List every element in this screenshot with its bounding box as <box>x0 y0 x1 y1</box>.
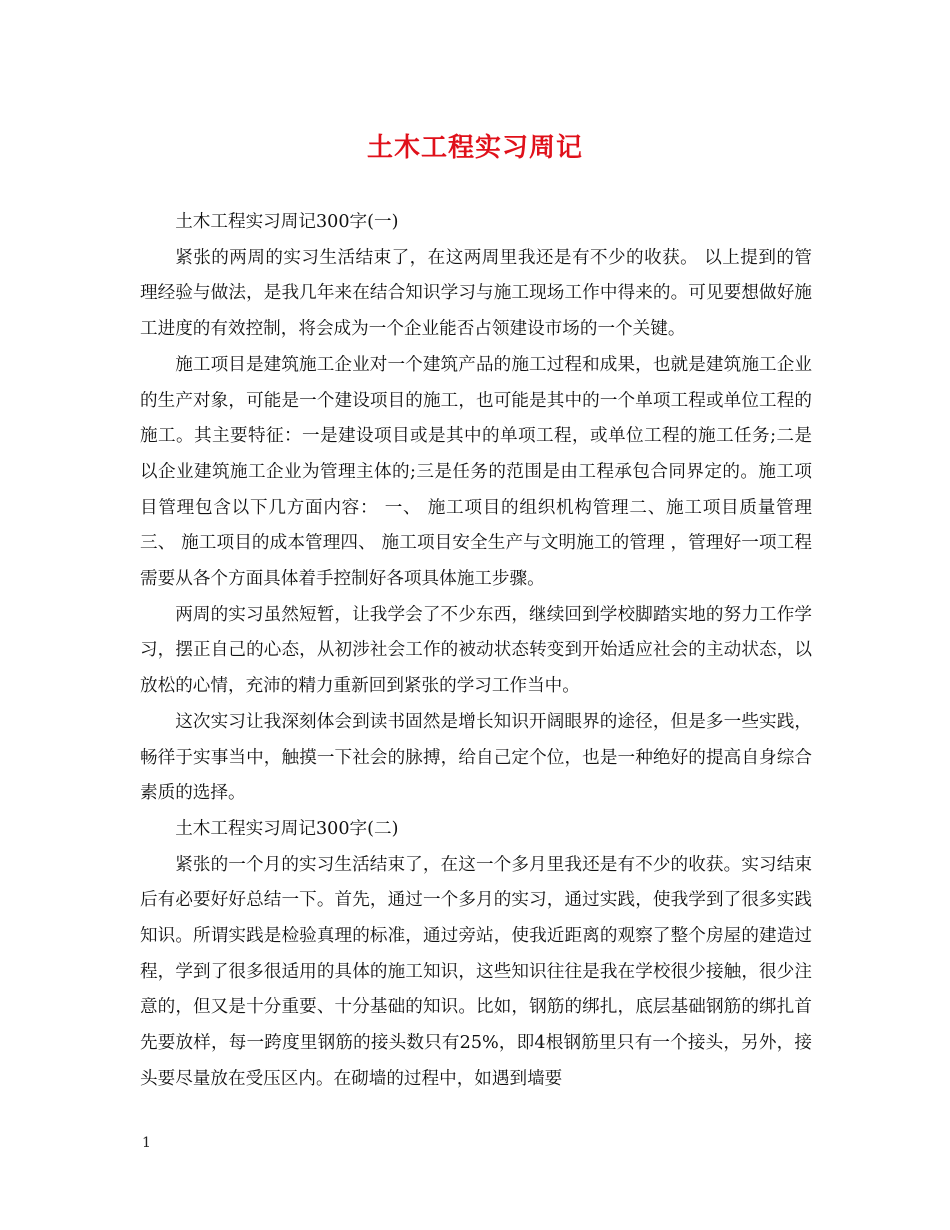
section-heading-two: 土木工程实习周记300字(二) <box>175 818 399 839</box>
paragraph: 这次实习让我深刻体会到读书固然是增长知识开阔眼界的途径，但是多一些实践，畅徉于实事当中，触摸一下社会的脉搏，给自己定个位，也是一种绝好的提高自身综合素质的选择。 <box>140 711 812 804</box>
paragraph: 两周的实习虽然短暂，让我学会了不少东西，继续回到学校脚踏实地的努力工作学习，摆正自己的心态，从初涉社会工作的被动状态转变到开始适应社会的主动状态，以放松的心情，充沛的精力重新回到紧张的学习工作当中。 <box>140 604 812 697</box>
paragraph: 紧张的一个月的实习生活结束了，在这一个多月里我还是有不少的收获。实习结束后有必要好好总结一下。首先，通过一个多月的实习，通过实践，使我学到了很多实践知识。所谓实践是检验真理的标准，通过旁站，使我近距离的观察了整个房屋的建造过程，学到了很多很适用的具体的施工知识，这些知识往往是我在学校很少接触，很少注意的，但又是十分重要、十分基础的知识。比如，钢筋的绑扎，底层基础钢筋的绑扎首先要放样，每一跨度里钢筋的接头数只有25%，即4根钢筋里只有一个接头，另外，接头要尽量放在受压区内。在砌墙的过程中，如遇到墙要 <box>140 854 812 1089</box>
paragraph: 施工项目是建筑施工企业对一个建筑产品的施工过程和成果，也就是建筑施工企业的生产对象，可能是一个建设项目的施工，也可能是其中的一个单项工程或单位工程的施工。其主要特征：一是建设项目或是其中的单项工程，或单位工程的施工任务;二是以企业建筑施工企业为管理主体的;三是任务的范围是由工程承包合同界定的。施工项目管理包含以下几方面内容： 一、 施工项目的组织机构管理二、施工项目质量管理三、 施工项目的成本管理四、 施工项目安全生产与文明施工的管理 ，管理好一项工程需要从各个方面具体着手控制好各项具体施工步骤。 <box>140 354 812 590</box>
paragraph: 紧张的两周的实习生活结束了，在这两周里我还是有不少的收获。 以上提到的管理经验与做法，是我几年来在结合知识学习与施工现场工作中得来的。可见要想做好施工进度的有效控制，将会成为一个企业能否占领建设市场的一个关键。 <box>140 247 812 340</box>
section-heading-one: 土木工程实习周记300字(一) <box>175 212 399 232</box>
document-body <box>140 205 812 1098</box>
document-title: 土木工程实习周记 <box>366 133 583 163</box>
page-number: 1 <box>142 1135 151 1151</box>
